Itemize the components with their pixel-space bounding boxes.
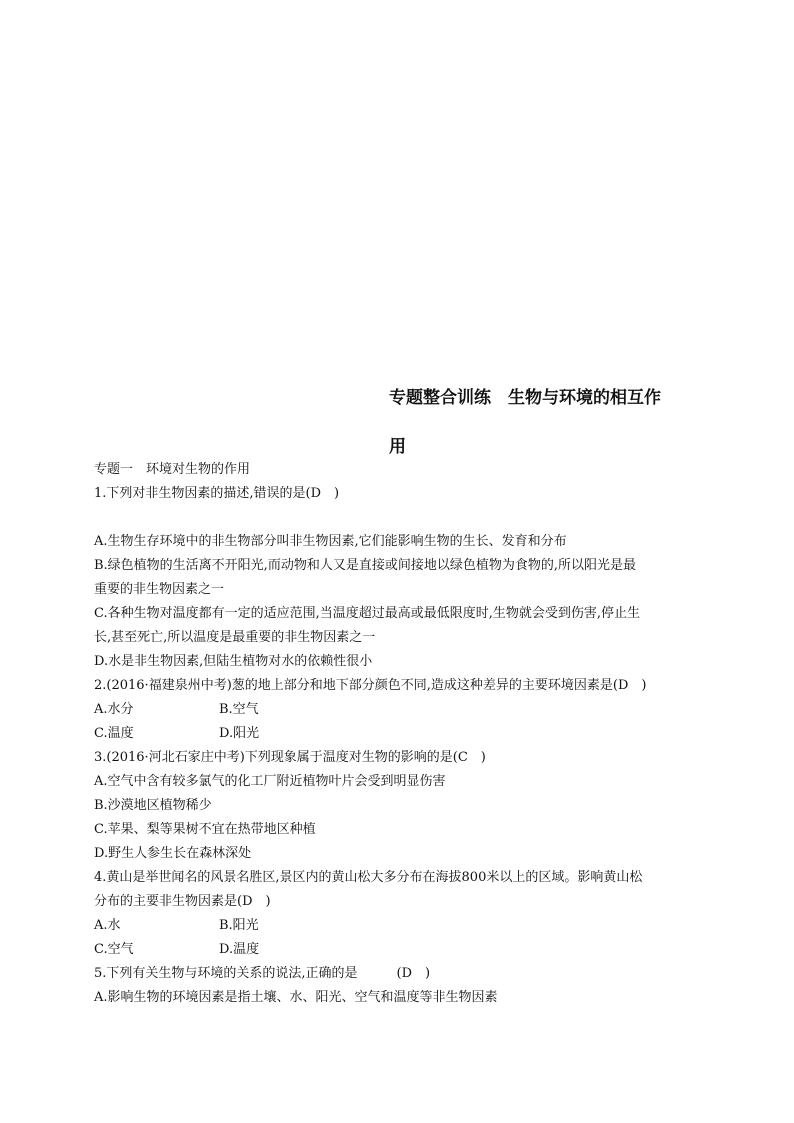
- question-1: [94, 482, 714, 674]
- question-2-option-d: D.阳光: [219, 726, 260, 741]
- question-2-option-b: B.空气: [219, 702, 259, 717]
- question-2-option-a: A.水分: [94, 702, 134, 717]
- question-4-option-a: A.水: [94, 918, 121, 933]
- question-4-option-c: C.空气: [94, 942, 134, 957]
- question-1-option-b-line-2: 重要的非生物因素之一: [94, 582, 225, 597]
- question-1-stem: 1.下列对非生物因素的描述,错误的是(D ): [94, 486, 340, 501]
- question-3-option-d: D.野生人参生长在森林深处: [94, 846, 252, 861]
- question-2-options-row-2: [94, 722, 714, 746]
- question-4-stem-line-2: 分布的主要非生物因素是(D ): [94, 894, 271, 909]
- question-4-option-b: B.阳光: [219, 918, 259, 933]
- question-1-option-d: D.水是非生物因素,但陆生植物对水的依赖性很小: [94, 654, 373, 669]
- page-title-line-1: 专题整合训练 生物与环境的相互作: [389, 388, 661, 408]
- question-3-stem: 3.(2016·河北石家庄中考)下列现象属于温度对生物的影响的是(C ): [94, 750, 486, 765]
- question-1-option-c-line-2: 长,甚至死亡,所以温度是最重要的非生物因素之一: [94, 630, 376, 645]
- question-2-options-row-1: [94, 698, 714, 722]
- question-2-stem: 2.(2016·福建泉州中考)葱的地上部分和地下部分颜色不同,造成这种差异的主要环境因素是(D ): [94, 678, 647, 693]
- question-3: [94, 746, 714, 866]
- question-3-option-b: B.沙漠地区植物稀少: [94, 798, 212, 813]
- worksheet-body: [94, 458, 714, 1010]
- question-2-option-c: C.温度: [94, 726, 134, 741]
- question-3-option-a: A.空气中含有较多氯气的化工厂附近植物叶片会受到明显伤害: [94, 774, 446, 789]
- question-4-stem-line-1: 4.黄山是举世闻名的风景名胜区,景区内的黄山松大多分布在海拔800米以上的区域。影响黄山松: [94, 870, 643, 885]
- section-heading: 专题一 环境对生物的作用: [94, 462, 251, 477]
- blank-space: [94, 506, 714, 530]
- question-5: [94, 962, 714, 1010]
- question-5-option-a: A.影响生物的环境因素是指土壤、水、阳光、空气和温度等非生物因素: [94, 990, 498, 1005]
- question-4-option-d: D.温度: [219, 942, 260, 957]
- question-1-option-c-line-1: C.各种生物对温度都有一定的适应范围,当温度超过最高或最低限度时,生物就会受到伤害,停止生: [94, 606, 641, 621]
- question-3-option-c: C.苹果、梨等果树不宜在热带地区种植: [94, 822, 316, 837]
- question-1-option-a: A.生物生存环境中的非生物部分叫非生物因素,它们能影响生物的生长、发育和分布: [94, 534, 567, 549]
- question-1-option-b-line-1: B.绿色植物的生活离不开阳光,而动物和人又是直接或间接地以绿色植物为食物的,所以阳光是最: [94, 558, 636, 573]
- question-4-options-row-1: [94, 914, 714, 938]
- question-5-stem: 5.下列有关生物与环境的关系的说法,正确的是 (D ): [94, 966, 431, 981]
- question-4-options-row-2: [94, 938, 714, 962]
- question-4: [94, 866, 714, 962]
- page-title-line-2: 用: [389, 437, 406, 457]
- question-2: [94, 674, 714, 746]
